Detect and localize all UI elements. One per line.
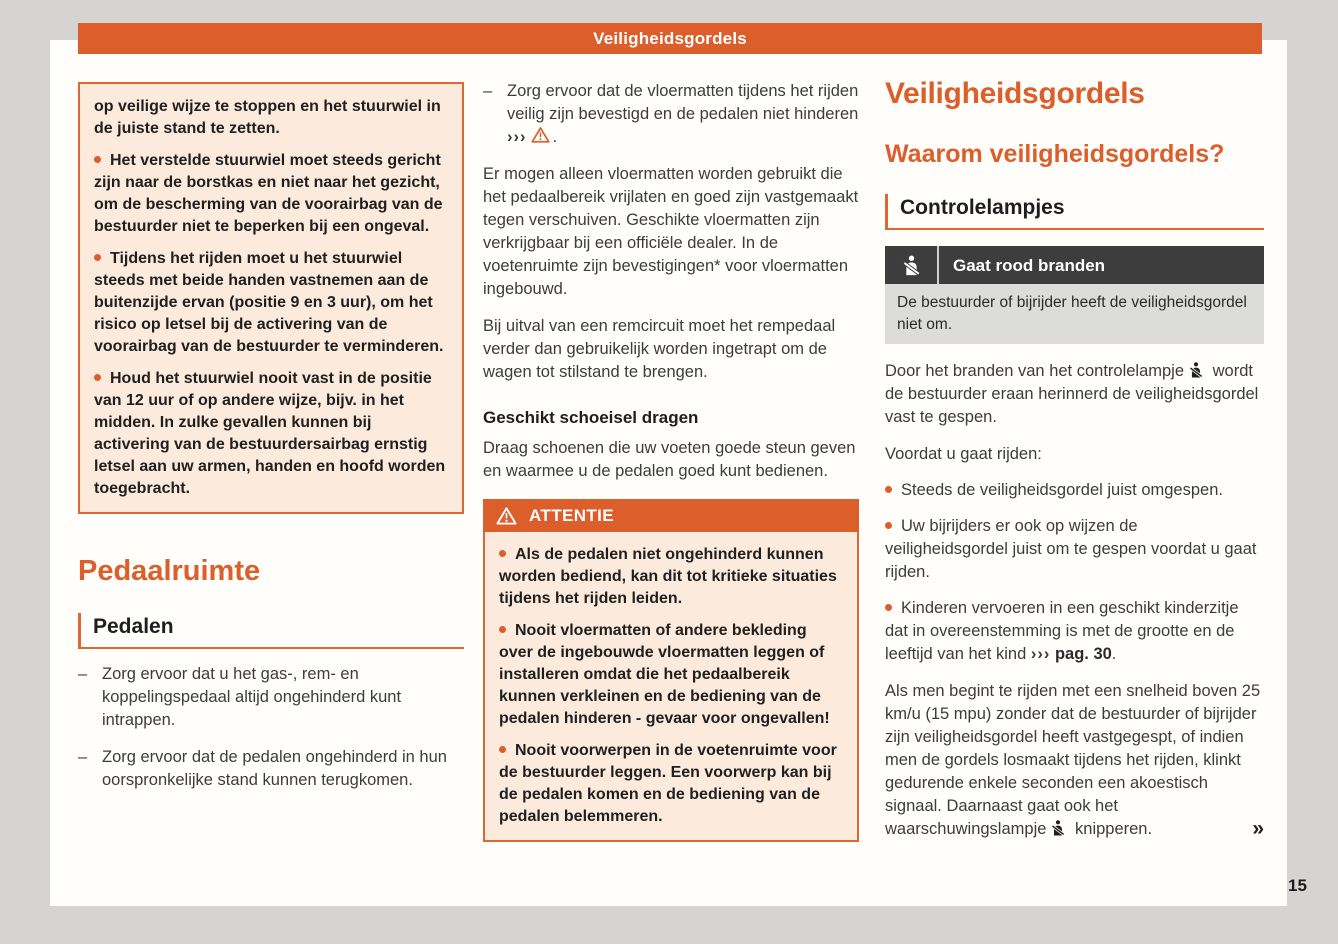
indicator-description: De bestuurder of bijrijder heeft de veiligheidsgordel niet om.: [885, 284, 1264, 344]
page-header-title: Veiligheidsgordels: [593, 29, 747, 48]
indicator-label: Gaat rood branden: [953, 255, 1106, 275]
seatbelt-warning-icon: [1049, 819, 1067, 837]
page-reference: pag. 30: [1054, 645, 1112, 663]
bullet-dot-icon: [885, 522, 892, 529]
bullet-item: Steeds de veiligheidsgordel juist omgespen.: [885, 479, 1264, 502]
bullet-dot-icon: [94, 374, 101, 381]
dash-marker: –: [78, 665, 88, 683]
dash-list-item: – Zorg ervoor dat de vloermatten tijdens het rijden veilig zijn bevestigd en de pedalen niet hinderen ››› .: [483, 82, 859, 146]
indicator-lamp-row: [885, 246, 1264, 284]
bullet-dot-icon: [499, 550, 506, 557]
page-header-bar: [78, 23, 1262, 54]
left-column: [78, 82, 464, 792]
chapter-title: Veiligheidsgordels: [885, 77, 1145, 110]
body-paragraph: Voordat u gaat rijden:: [885, 445, 1042, 463]
bullet-dot-icon: [499, 746, 506, 753]
bullet-dot-icon: [885, 604, 892, 611]
shoe-heading: Geschikt schoeisel dragen: [483, 408, 699, 427]
warning-continuation-box: [78, 82, 464, 514]
warning-triangle-icon: [496, 506, 517, 526]
body-paragraph: Draag schoenen die uw voeten goede steun geven en waarmee u de pedalen goed kunt bedienen.: [483, 439, 856, 480]
attention-bullet: Nooit vloermatten of andere bekleding over de ingebouwde vloermatten leggen of installeren omdat die het pedaalbereik kunnen verkleinen en de bediening van de pedalen hinderen - gevaar voor ongevallen!: [499, 622, 830, 727]
right-column: [885, 78, 1264, 840]
body-paragraph: Als men begint te rijden met een snelheid boven 25 km/u (15 mpu) zonder dat de bestuurder of bijrijder zijn veiligheidsgordel heeft vastgegespt, of indien men de gordels losmaakt tijdens het rijden, klinkt gedurende enkele seconden een akoestisch signaal. Daarnaast gaat ook het waarschuwingslampje knipperen.: [885, 682, 1261, 838]
warning-box-intro: op veilige wijze te stoppen en het stuurwiel in de juiste stand te zetten.: [94, 98, 441, 137]
seatbelt-warning-icon: [900, 254, 923, 277]
attention-box-title: ATTENTIE: [529, 506, 615, 525]
cross-ref-mark: ›››: [1030, 645, 1051, 663]
subsection-title-pedalen: Pedalen: [78, 613, 464, 649]
bullet-item: Uw bijrijders er ook op wijzen de veiligheidsgordel juist om te gespen voordat u gaat rijden.: [885, 517, 1257, 581]
warning-triangle-icon: [531, 126, 550, 144]
attention-bullet: Nooit voorwerpen in de voetenruimte voor de bestuurder leggen. Een voorwerp kan bij de pedalen komen en de bediening van de pedalen belemmeren.: [499, 742, 837, 825]
bullet-dot-icon: [885, 486, 892, 493]
subsection-title-controlelampjes: Controlelampjes: [885, 194, 1264, 230]
page-number: 15: [1288, 876, 1307, 895]
body-paragraph: Er mogen alleen vloermatten worden gebruikt die het pedaalbereik vrijlaten en goed zijn vastgemaakt tegen verschuiven. Geschikte vloermatten zijn verkrijgbaar bij een officiële dealer. In de voetenruimte zijn bevestigingen* voor vloermatten ingebouwd.: [483, 165, 859, 298]
manual-page: [50, 29, 1287, 906]
section-title-pedaalruimte: Pedaalruimte: [78, 555, 261, 587]
dash-list-item: – Zorg ervoor dat u het gas-, rem- en koppelingspedaal altijd ongehinderd kunt intrappen.: [78, 665, 402, 729]
seatbelt-warning-icon: [1187, 361, 1205, 379]
bullet-dot-icon: [499, 626, 506, 633]
bullet-item: Kinderen vervoeren in een geschikt kinderzitje dat in overeenstemming is met de grootte en de leeftijd van het kind ››› pag. 30.: [885, 599, 1239, 663]
warning-box-bullet: Het verstelde stuurwiel moet steeds gericht zijn naar de borstkas en niet naar het gezicht, om de bescherming van de voorairbag van de bestuurder niet te beperken bij een ongeval.: [94, 152, 443, 235]
dash-list-item: – Zorg ervoor dat de pedalen ongehinderd in hun oorspronkelijke stand kunnen terugkomen.: [78, 748, 447, 789]
indicator-icon-cell: [885, 246, 939, 284]
dash-marker: –: [483, 82, 493, 100]
cross-ref-mark: ›››: [507, 128, 527, 146]
continuation-mark: »: [1252, 817, 1264, 840]
attention-bullet: Als de pedalen niet ongehinderd kunnen worden bediend, kan dit tot kritieke situaties tijdens het rijden leiden.: [499, 546, 837, 607]
dash-marker: –: [78, 748, 88, 766]
warning-box-bullet: Houd het stuurwiel nooit vast in de positie van 12 uur of op andere wijze, bijv. in het midden. In zulke gevallen kunnen bij activering van de bestuurdersairbag ernstig letsel aan uw armen, handen en hoofd worden toegebracht.: [94, 370, 446, 497]
attention-box-header: [483, 499, 859, 532]
bullet-dot-icon: [94, 254, 101, 261]
attention-box: [483, 499, 859, 842]
section-title-waarom: Waarom veiligheidsgordels?: [885, 140, 1225, 168]
bullet-dot-icon: [94, 156, 101, 163]
body-paragraph: Door het branden van het controlelampje wordt de bestuurder eraan herinnerd de veiligheidsgordel vast te gespen.: [885, 362, 1259, 426]
warning-box-bullet: Tijdens het rijden moet u het stuurwiel steeds met beide handen vastnemen aan de buitenzijde ervan (positie 9 en 3 uur), om het risico op letsel bij de activering van de voorairbag van de bestuurder te verminderen.: [94, 250, 444, 355]
attention-box-body: [483, 532, 859, 842]
middle-column: [483, 80, 859, 842]
body-paragraph: Bij uitval van een remcircuit moet het rempedaal verder dan gebruikelijk worden ingetrapt om de wagen tot stilstand te brengen.: [483, 317, 836, 381]
